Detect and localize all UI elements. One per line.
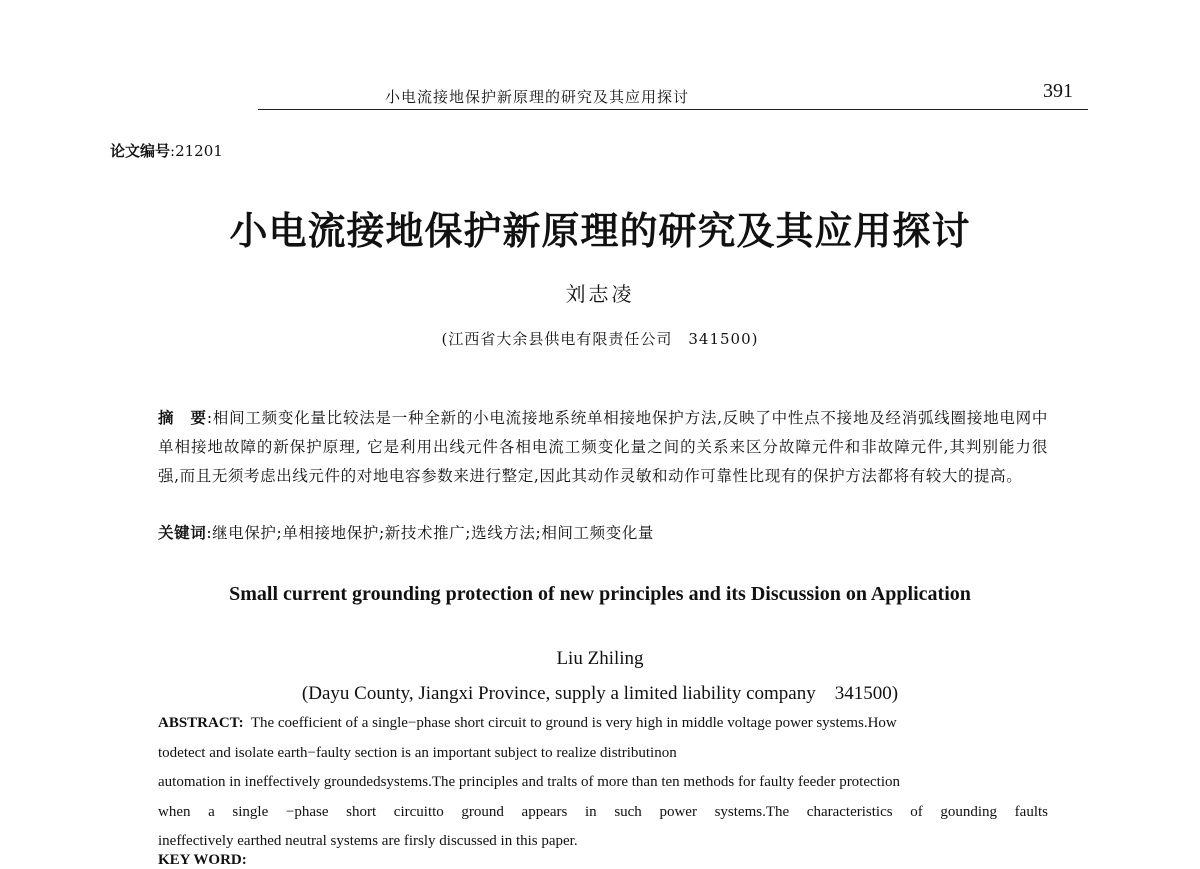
abstract-en-line1: The coefficient of a single−phase short circuit to ground is very high in middle voltage power systems.How bbox=[250, 715, 897, 731]
paper-id-value: :21201 bbox=[170, 142, 223, 160]
abstract-zh-label: 摘 要 bbox=[158, 408, 207, 427]
paper-title-en: Small current grounding protection of new principles and its Discussion on Application bbox=[229, 583, 971, 605]
paper-id bbox=[110, 140, 223, 161]
running-title: 小电流接地保护新原理的研究及其应用探讨 bbox=[385, 88, 690, 106]
affiliation-zh: (江西省大余县供电有限责任公司 341500) bbox=[441, 330, 759, 348]
keywords-zh-text: :继电保护;单相接地保护;新技术推广;选线方法;相间工频变化量 bbox=[206, 524, 655, 542]
abstract-zh bbox=[158, 403, 1048, 491]
author-zh: 刘志凌 bbox=[565, 282, 635, 306]
paper-id-label: 论文编号 bbox=[110, 142, 171, 160]
abstract-en-line bbox=[158, 709, 1048, 739]
keywords-zh bbox=[158, 521, 1048, 543]
abstract-en-line4: when a single −phase short circuitto ground appears in such power systems.The characteristics of gounding faults bbox=[158, 803, 1048, 820]
header-rule bbox=[258, 109, 1088, 110]
author-en: Liu Zhiling bbox=[556, 648, 644, 669]
keyword-en-label: KEY WORD: bbox=[158, 852, 247, 868]
abstract-en-line5: ineffectively earthed neutral systems are firsly discussed in this paper. bbox=[158, 833, 578, 849]
abstract-en-label: ABSTRACT: bbox=[158, 715, 244, 731]
abstract-zh-text: :相间工频变化量比较法是一种全新的小电流接地系统单相接地保护方法,反映了中性点不接地及经消弧线圈接地电网中单相接地故障的新保护原理, 它是利用出线元件各相电流工频变化量之间的关系来区分故障元件和非故障元件,其判别能力很强,而且无须考虑出线元件的对地电容参数来进行整定,因此其动作灵敏和动作可靠性比现有的保护方法都将有较大的提高。 bbox=[158, 409, 1048, 485]
affiliation-en: (Dayu County, Jiangxi Province, supply a limited liability company 341500) bbox=[301, 683, 899, 704]
paper-title-zh: 小电流接地保护新原理的研究及其应用探讨 bbox=[229, 209, 971, 253]
page-number: 391 bbox=[1043, 80, 1073, 102]
abstract-en-line2: todetect and isolate earth−faulty section is an important subject to realize distributinon bbox=[158, 744, 677, 761]
keywords-zh-label: 关键词 bbox=[158, 523, 207, 542]
abstract-en-line3: automation in ineffectively groundedsystems.The principles and tralts of more than ten methods for faulty feeder protection bbox=[158, 774, 901, 790]
abstract-en bbox=[158, 709, 1048, 857]
